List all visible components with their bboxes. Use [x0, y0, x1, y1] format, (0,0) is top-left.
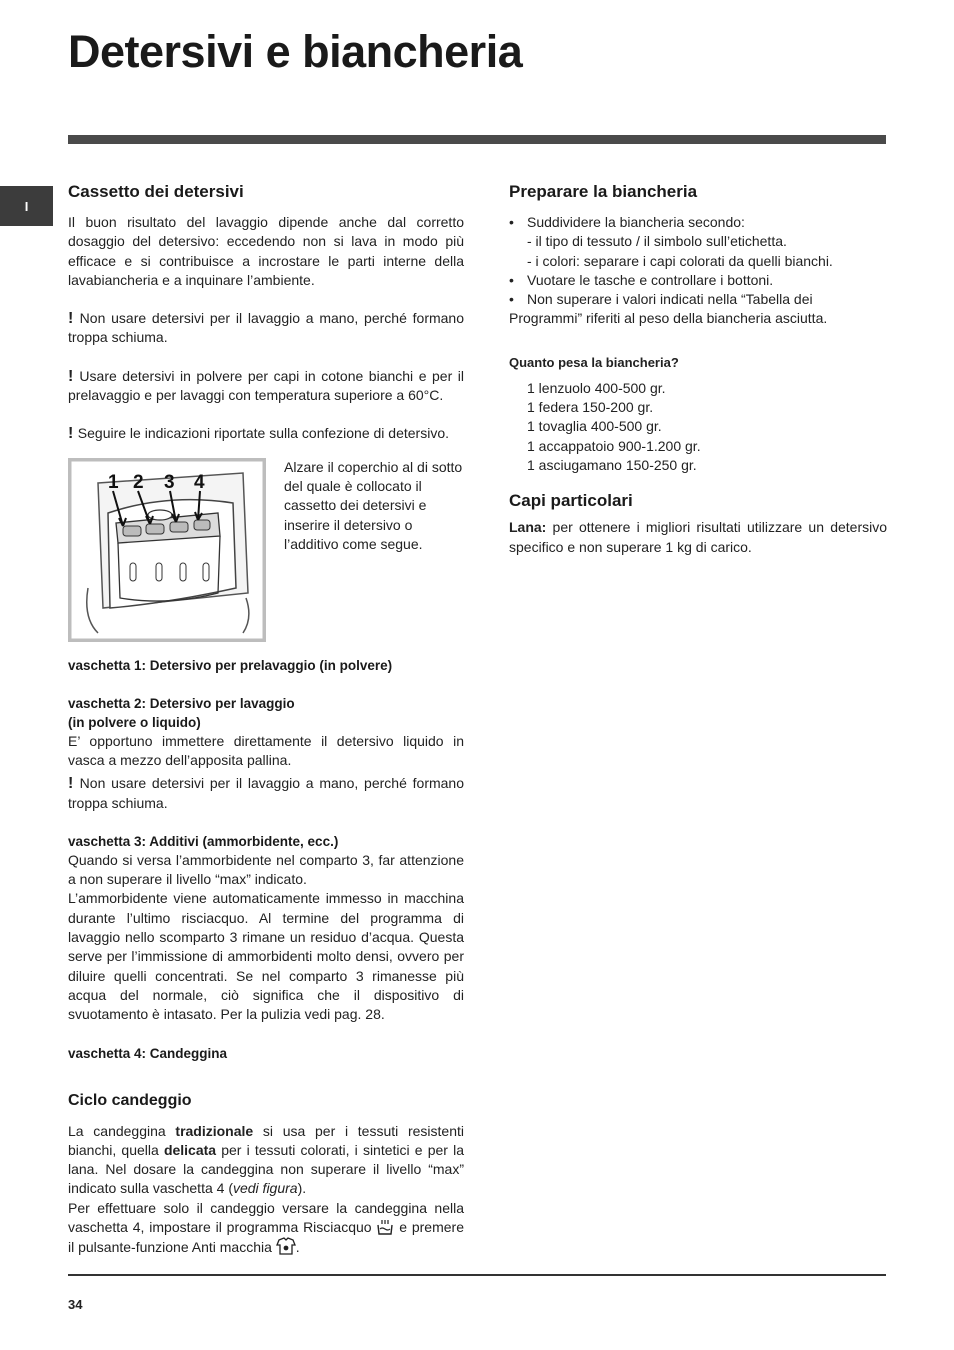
page-number: 34: [68, 1297, 83, 1312]
vaschetta3-text1: Quando si versa l’ammorbidente nel comparto 3, far attenzione a non superare il livello “max” indicato.: [68, 851, 464, 888]
cassetto-intro: Il buon risultato del lavaggio dipende anche dal corretto dosaggio del detersivo: eccedendo non si lava in modo più efficace e si contribuisce a incrostare le parti interne della lavabiancheria e a inquinare l’ambiente.: [68, 214, 464, 288]
list-item: 1 federa 150-200 gr.: [527, 399, 654, 416]
detergent-drawer-figure: [68, 458, 266, 642]
page-title: Detersivi e biancheria: [68, 26, 523, 77]
top-divider: [68, 135, 886, 144]
preparare-heading: Preparare la biancheria: [509, 182, 698, 201]
vaschetta2-warning: ! Non usare detersivi per il lavaggio a mano, perché formano troppa schiuma.: [68, 775, 464, 811]
cassetto-heading: Cassetto dei detersivi: [68, 182, 244, 201]
list-item: • Non superare i valori indicati nella “Tabella dei Programmi” riferiti al peso della biancheria asciutta.: [509, 290, 887, 329]
left-column: [68, 180, 464, 1258]
list-item: - i colori: separare i capi colorati da quelli bianchi.: [527, 252, 833, 269]
figure-label-3: 3: [164, 471, 175, 493]
bottom-divider: [68, 1274, 886, 1276]
list-item: • Vuotare le tasche e controllare i bottoni.: [509, 271, 887, 290]
capi-particolari-heading: Capi particolari: [509, 491, 633, 511]
vaschetta2-heading: vaschetta 2: Detersivo per lavaggio: [68, 695, 295, 711]
warning-powder: ! Usare detersivi in polvere per capi in cotone bianchi e per il prelavaggio e per lavaggi con temperatura superiore a 60°C.: [68, 367, 464, 404]
warning-icon: !: [68, 425, 78, 443]
quanto-pesa-heading: Quanto pesa la biancheria?: [509, 354, 679, 370]
list-item: 1 tovaglia 400-500 gr.: [527, 418, 662, 435]
ciclo-candeggio-text1: La candeggina tradizionale si usa per i tessuti resistenti bianchi, quella delicata per i tessuti colorati, i sintetici e per la lana. Nel dosare la candeggina non superare il livello “max” indicato sulla vaschetta 4 (vedi figura).: [68, 1122, 464, 1197]
right-column: [509, 180, 887, 557]
warning-icon: !: [68, 775, 80, 793]
rinse-icon: [376, 1219, 394, 1235]
stain-remover-icon: [276, 1237, 296, 1255]
ciclo-candeggio-heading: Ciclo candeggio: [68, 1091, 192, 1109]
warning-icon: !: [68, 367, 80, 385]
warning-hand-wash: ! Non usare detersivi per il lavaggio a mano, perché formano troppa schiuma.: [68, 310, 464, 346]
ciclo-candeggio-text2: Per effettuare solo il candeggio versare la candeggina nella vaschetta 4, impostare il programma Risciacquo e premere il pulsante-funzione Anti macchia .: [68, 1199, 464, 1256]
vaschetta3-heading: vaschetta 3: Additivi (ammorbidente, ecc.): [68, 833, 339, 849]
language-tab: I: [0, 186, 53, 226]
vaschetta3-text2: L’ammorbidente viene automaticamente immesso in macchina durante l’ultimo risciacquo. Al termine del programma di lavaggio nello scomparto 3 rimane un residuo d’acqua. Questa serve per l’immissione di ammorbidenti molto densi, ovvero per diluire quelli concentrati. Se nel comparto 3 rimanesse più acqua del normale, ciò significa che il dispositivo di svuotamento è intasato. Per la pulizia vedi pag. 28.: [68, 890, 464, 1023]
figure-caption: Alzare il coperchio al di sotto del quale è collocato il cassetto dei detersivi e inserire il detersivo o l’additivo come segue.: [284, 458, 463, 552]
lana-text: Lana: per ottenere i migliori risultati utilizzare un detersivo specifico e non superare 1 kg di carico.: [509, 519, 887, 555]
figure-label-2: 2: [133, 471, 144, 493]
figure-label-1: 1: [108, 471, 119, 493]
list-item: • Suddividere la biancheria secondo:: [509, 213, 887, 232]
list-item: 1 asciugamano 150-250 gr.: [527, 456, 697, 473]
list-item: 1 accappatoio 900-1.200 gr.: [527, 437, 701, 454]
vaschetta2-text: E’ opportuno immettere direttamente il detersivo liquido in vasca a mezzo dell’apposita pallina.: [68, 732, 464, 768]
vaschetta4-heading: vaschetta 4: Candeggina: [68, 1045, 228, 1061]
preparare-list: [509, 213, 887, 329]
vaschetta1-heading: vaschetta 1: Detersivo per prelavaggio (in polvere): [68, 657, 393, 673]
warning-icon: !: [68, 310, 80, 328]
vaschetta2-subheading: (in polvere o liquido): [68, 714, 201, 730]
list-item: 1 lenzuolo 400-500 gr.: [527, 379, 666, 396]
weights-list: [509, 379, 887, 475]
figure-label-4: 4: [194, 471, 205, 493]
list-item: - il tipo di tessuto / il simbolo sull’etichetta.: [527, 233, 787, 250]
warning-instructions: ! Seguire le indicazioni riportate sulla confezione di detersivo.: [68, 425, 449, 443]
